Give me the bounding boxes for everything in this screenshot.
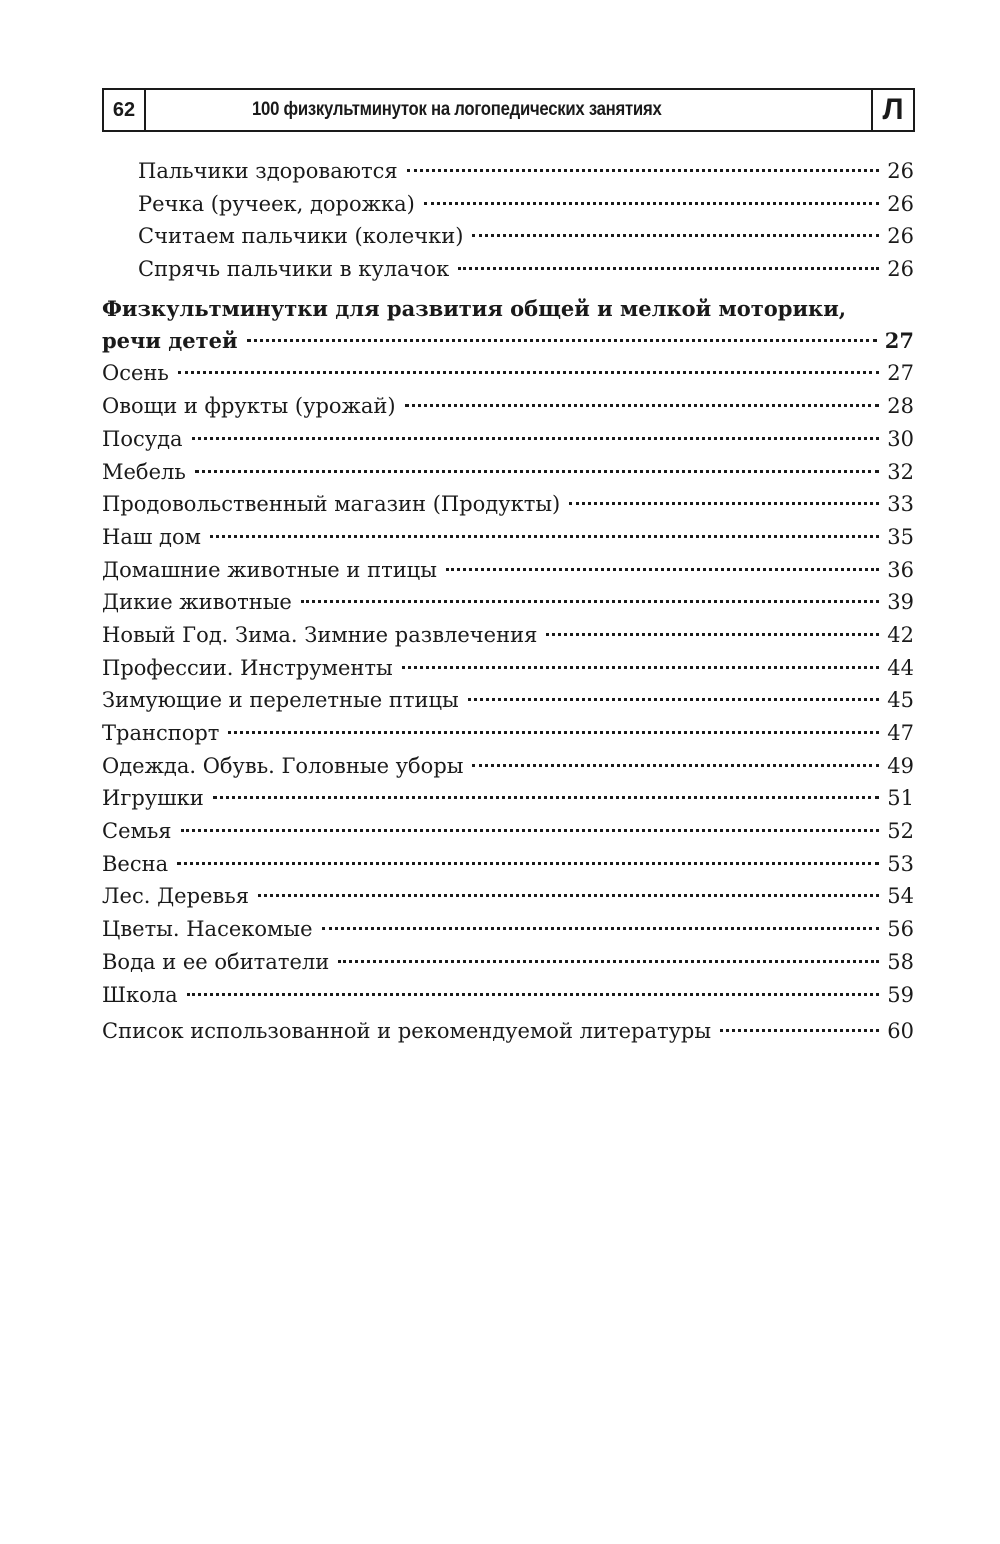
toc-entry-label: Вода и ее обитатели xyxy=(102,949,330,974)
leader-dots xyxy=(468,698,880,701)
leader-dots xyxy=(228,731,879,734)
toc-entry-page: 36 xyxy=(887,557,914,582)
toc-entry-page: 26 xyxy=(887,224,914,249)
toc-entry xyxy=(102,946,914,979)
page-number: 62 xyxy=(102,88,146,132)
leader-dots xyxy=(210,535,879,538)
leader-dots xyxy=(720,1029,879,1032)
toc-entry-label: Осень xyxy=(102,361,169,386)
toc-entry-label: Транспорт xyxy=(102,721,220,745)
toc-entry-page: 44 xyxy=(887,655,914,680)
leader-dots xyxy=(458,267,879,270)
toc-entry-label: Лес. Деревья xyxy=(102,884,249,909)
leader-dots xyxy=(187,993,880,996)
toc-entry-page: 53 xyxy=(887,851,914,876)
toc-entry-page: 42 xyxy=(887,622,914,647)
toc-entry-page: 26 xyxy=(887,191,914,216)
toc-entry-page: 27 xyxy=(884,327,914,353)
leader-dots xyxy=(472,764,879,767)
toc-entry-label: Школа xyxy=(102,982,178,1007)
toc-entry-label: Продовольственный магазин (Продукты) xyxy=(102,492,561,517)
toc-entry xyxy=(102,188,914,221)
leader-dots xyxy=(405,404,880,407)
leader-dots xyxy=(177,862,879,865)
leader-dots xyxy=(258,894,879,897)
toc-entry-page: 35 xyxy=(887,524,914,549)
toc-entry-label: Наш дом xyxy=(102,524,201,549)
toc-entry xyxy=(102,652,914,685)
toc-entry-label: Новый Год. Зима. Зимние развлечения xyxy=(102,622,538,647)
toc-entry-page: 32 xyxy=(887,459,914,484)
toc-entry-label: Одежда. Обувь. Головные уборы xyxy=(102,753,464,778)
leader-dots xyxy=(247,339,877,342)
toc-entry xyxy=(102,717,914,750)
toc-entry xyxy=(102,619,914,652)
toc-entry-page: 58 xyxy=(887,949,914,974)
toc-entry-label: Дикие животные xyxy=(102,590,292,615)
toc-entry-page: 60 xyxy=(887,1019,914,1044)
leader-dots xyxy=(301,600,879,603)
toc-entry xyxy=(102,782,914,815)
leader-dots xyxy=(472,234,879,237)
toc-entry xyxy=(102,848,914,881)
toc-entry-label: Весна xyxy=(102,851,169,876)
running-header xyxy=(102,88,915,132)
toc-entry-label: Овощи и фрукты (урожай) xyxy=(102,394,396,419)
toc-entry-label: Мебель xyxy=(102,459,186,484)
toc-entry-label: Зимующие и перелетные птицы xyxy=(102,688,459,713)
toc-entry xyxy=(102,220,914,253)
leader-dots xyxy=(546,633,879,636)
toc-entry xyxy=(102,750,914,783)
leader-dots xyxy=(178,371,879,374)
toc-entry xyxy=(102,155,914,188)
toc-entry xyxy=(102,586,914,619)
toc-entry-page: 52 xyxy=(887,819,914,844)
toc-entry-label: Список использованной и рекомендуемой литературы xyxy=(102,1019,712,1044)
leader-dots xyxy=(181,829,880,832)
toc-entry-page: 26 xyxy=(887,257,914,282)
section-title-continued: речи детей xyxy=(102,327,238,353)
toc-entry-label: Речка (ручеек, дорожка) xyxy=(138,191,415,216)
leader-dots xyxy=(338,960,879,963)
toc-entry-label: Считаем пальчики (колечки) xyxy=(138,224,464,249)
toc-entry xyxy=(102,456,914,489)
toc-entry xyxy=(102,488,914,521)
leader-dots xyxy=(446,568,879,571)
toc-entry-page: 28 xyxy=(887,394,914,419)
toc-entry xyxy=(102,684,914,717)
toc-entry xyxy=(102,390,914,423)
leader-dots xyxy=(195,470,879,473)
toc-entry-page: 51 xyxy=(887,786,914,811)
toc-entry-page: 27 xyxy=(887,361,914,386)
leader-dots xyxy=(569,502,879,505)
section-title: Физкультминутки для развития общей и мелкой моторики, xyxy=(102,295,847,321)
toc-entry xyxy=(102,979,914,1012)
leader-dots xyxy=(213,796,880,799)
toc-entry xyxy=(102,521,914,554)
leader-dots xyxy=(192,437,880,440)
table-of-contents xyxy=(102,155,914,1048)
toc-entry-page: 56 xyxy=(887,917,914,942)
leader-dots xyxy=(407,169,880,172)
toc-entry-label: Игрушки xyxy=(102,786,204,811)
toc-entry-page: 59 xyxy=(887,982,914,1007)
toc-entry-label: Спрячь пальчики в кулачок xyxy=(138,257,450,282)
leader-dots xyxy=(424,202,879,205)
toc-entry-page: 39 xyxy=(887,590,914,615)
publisher-logo: Л xyxy=(871,88,915,132)
toc-entry-label: Домашние животные и птицы xyxy=(102,557,437,582)
toc-entry-page: 45 xyxy=(887,688,914,713)
toc-entry xyxy=(102,1015,914,1048)
toc-entry-page: 30 xyxy=(887,426,914,451)
leader-dots xyxy=(402,666,880,669)
toc-entry xyxy=(102,357,914,390)
toc-entry xyxy=(102,423,914,456)
toc-entry-page: 47 xyxy=(887,721,914,745)
toc-entry-label: Семья xyxy=(102,819,172,844)
toc-entry xyxy=(102,253,914,286)
toc-entry-page: 49 xyxy=(887,753,914,778)
leader-dots xyxy=(322,927,880,930)
toc-entry xyxy=(102,913,914,946)
toc-entry-page: 54 xyxy=(887,884,914,909)
toc-section-entry xyxy=(102,325,914,358)
toc-entry-label: Профессии. Инструменты xyxy=(102,655,393,680)
toc-entry xyxy=(102,880,914,913)
toc-entry-page: 26 xyxy=(887,159,914,183)
toc-entry-page: 33 xyxy=(887,492,914,517)
book-title: 100 физкультминуток на логопедических занятиях xyxy=(252,99,662,120)
toc-entry-label: Посуда xyxy=(102,426,183,451)
toc-entry xyxy=(102,815,914,848)
toc-entry-label: Цветы. Насекомые xyxy=(102,917,313,942)
toc-entry-label: Пальчики здороваются xyxy=(138,159,398,183)
toc-entry xyxy=(102,554,914,587)
